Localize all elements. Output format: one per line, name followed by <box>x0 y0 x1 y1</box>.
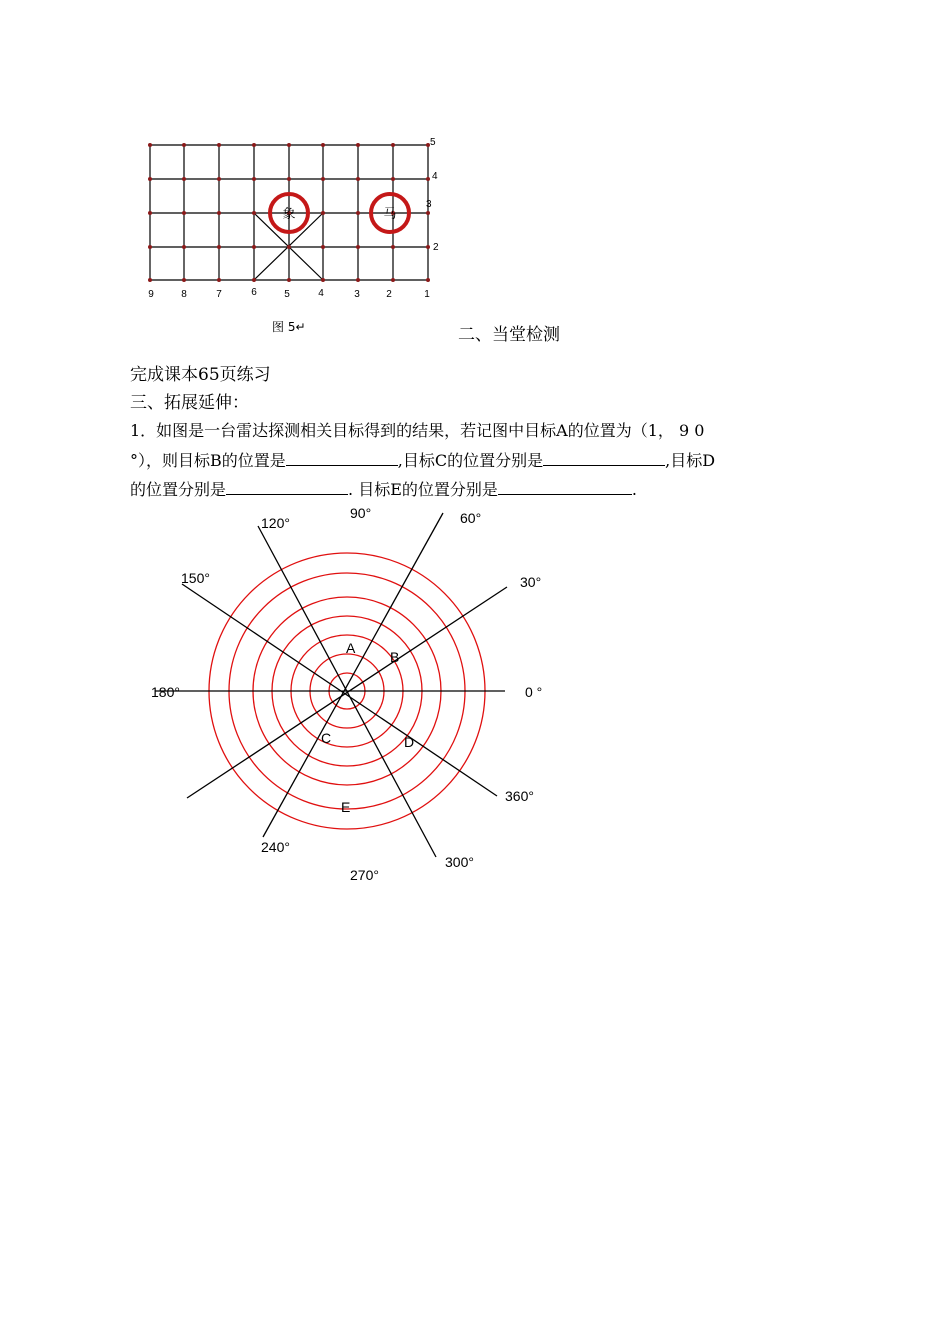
board-dot <box>252 211 256 215</box>
board-dot <box>287 245 291 249</box>
board-dot <box>321 245 325 249</box>
angle-label-30: 30° <box>520 574 542 590</box>
col-number: 2 <box>386 289 392 300</box>
angle-label-0: 0 ° <box>525 684 543 700</box>
board-dot <box>182 143 186 147</box>
col-number: 1 <box>424 289 430 300</box>
question-line-1: 1．如图是一台雷达探测相关目标得到的结果，若记图中目标A的位置为（1， 9 0 <box>130 421 705 440</box>
board-dot <box>252 177 256 181</box>
board-dot <box>217 143 221 147</box>
board-dot <box>321 177 325 181</box>
question-text: °），则目标B的位置是 <box>130 451 286 470</box>
board-dot <box>391 143 395 147</box>
figure-caption: 图 5↵ <box>272 320 306 334</box>
target-d: D <box>404 734 415 750</box>
board-dot <box>148 211 152 215</box>
question-line-2 <box>130 449 715 471</box>
target-c: C <box>321 730 332 746</box>
col-number: 9 <box>148 289 154 300</box>
board-dot <box>356 143 360 147</box>
xiang-piece-label: 象 <box>282 206 296 221</box>
board-dot <box>252 278 256 282</box>
answer-blank-e[interactable] <box>498 478 632 495</box>
board-dot <box>148 143 152 147</box>
board-dot <box>287 177 291 181</box>
board-dot <box>148 245 152 249</box>
angle-label-270: 270° <box>350 867 379 883</box>
col-number: 4 <box>318 288 324 299</box>
board-dot <box>252 245 256 249</box>
col-number: 7 <box>216 289 222 300</box>
board-dot <box>182 177 186 181</box>
chess-board-figure <box>140 130 450 305</box>
answer-blank-b[interactable] <box>286 449 398 466</box>
angle-label-360: 360° <box>505 788 534 804</box>
angle-label-150: 150° <box>181 570 210 586</box>
board-dot <box>252 143 256 147</box>
board-dot <box>391 278 395 282</box>
col-number: 6 <box>251 287 257 298</box>
col-number: 8 <box>181 289 187 300</box>
board-dot <box>321 211 325 215</box>
question-text: ,目标D <box>665 451 716 470</box>
question-text: 的位置分别是 <box>130 480 227 499</box>
answer-blank-c[interactable] <box>543 449 665 466</box>
board-dot <box>217 211 221 215</box>
row-number: 4 <box>432 171 438 182</box>
board-dot <box>321 278 325 282</box>
board-dot <box>426 177 430 181</box>
board-dot <box>182 211 186 215</box>
board-dot <box>356 211 360 215</box>
board-dot <box>426 211 430 215</box>
board-dot <box>217 177 221 181</box>
board-dot <box>391 245 395 249</box>
board-dot <box>182 245 186 249</box>
angle-label-60: 60° <box>460 510 482 526</box>
board-dot <box>356 245 360 249</box>
board-dot <box>391 177 395 181</box>
ma-piece-label: 马 <box>383 206 397 221</box>
board-dot <box>287 143 291 147</box>
board-dot <box>426 245 430 249</box>
col-number: 3 <box>354 289 360 300</box>
row-number: 2 <box>433 242 439 253</box>
board-dot <box>182 278 186 282</box>
target-b: B <box>390 649 400 665</box>
section-three-heading: 三、拓展延伸： <box>130 393 249 413</box>
exercise-line: 完成课本65页练习 <box>130 365 271 385</box>
question-text: . 目标E的位置分别是 <box>348 480 498 499</box>
answer-blank-d[interactable] <box>226 478 348 495</box>
row-number: 5 <box>430 137 436 148</box>
angle-label-300: 300° <box>445 854 474 870</box>
board-dot <box>426 278 430 282</box>
angle-label-180: 180° <box>151 684 180 700</box>
section-two-heading: 二、当堂检测 <box>458 325 560 345</box>
angle-label-240: 240° <box>261 839 290 855</box>
board-dot <box>148 177 152 181</box>
target-e: E <box>341 799 351 815</box>
radar-axis-lines <box>155 513 507 857</box>
board-dot <box>356 278 360 282</box>
question-text: ,目标C的位置分别是 <box>397 451 544 470</box>
board-dot <box>217 245 221 249</box>
board-dot <box>321 143 325 147</box>
radar-diagram <box>140 500 570 895</box>
row-number: 3 <box>426 199 432 210</box>
question-line-3 <box>130 478 637 500</box>
target-a: A <box>346 640 356 656</box>
board-dot <box>217 278 221 282</box>
angle-label-120: 120° <box>261 515 290 531</box>
board-dot <box>287 278 291 282</box>
board-dot <box>148 278 152 282</box>
question-text: . <box>631 480 637 499</box>
angle-label-90: 90° <box>350 505 372 521</box>
col-number: 5 <box>284 289 290 300</box>
board-dot <box>356 177 360 181</box>
